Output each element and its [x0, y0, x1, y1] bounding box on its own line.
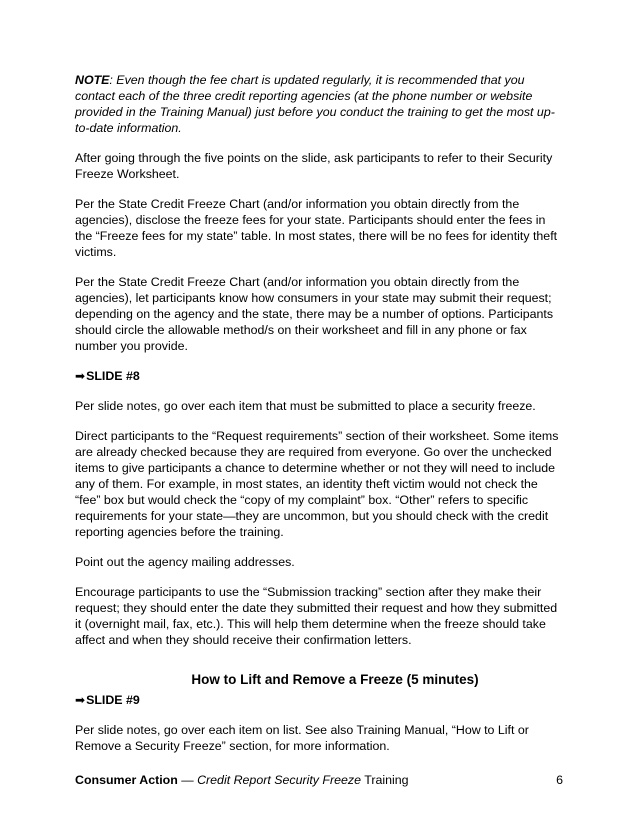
arrow-right-icon: ➡	[75, 369, 86, 383]
paragraph-submit-methods: Per the State Credit Freeze Chart (and/or information you obtain directly from the agencies), let participants know how consumers in your state may submit their request; depending on the agency and the state, there may be a number of options. Participants should circle the allowable method/s on their worksheet and fill in any phone or fax number you provide.	[75, 275, 554, 353]
paragraph-slide-notes: Per slide notes, go over each item that must be submitted to place a security freeze.	[75, 399, 536, 413]
paragraph-worksheet-intro: After going through the five points on the slide, ask participants to refer to their Security Freeze Worksheet.	[75, 151, 553, 181]
arrow-right-icon: ➡	[75, 693, 86, 707]
note-text: : Even though the fee chart is updated regularly, it is recommended that you contact each of the three credit reporting agencies (at the phone number or website provided in the Training Manual) just before you conduct the training to get the most up-to-date information.	[75, 73, 555, 135]
footer-suffix: Training	[361, 773, 409, 787]
slide-8-label: SLIDE #8	[86, 369, 140, 383]
page-number: 6	[556, 773, 563, 787]
slide-9-label: SLIDE #9	[86, 693, 140, 707]
paragraph-freeze-fees: Per the State Credit Freeze Chart (and/or information you obtain directly from the agencies), disclose the freeze fees for your state. Participants should enter the fees in the “Freeze fees for my state” table. In most states, there will be no fees for identity theft victims.	[75, 197, 558, 259]
footer-organization: Consumer Action	[75, 773, 178, 787]
page-body	[75, 72, 565, 768]
footer-title: Credit Report Security Freeze	[197, 773, 361, 787]
paragraph-request-requirements: Direct participants to the “Request requirements” section of their worksheet. Some items are already checked because they are required from everyone. Go over the unchecked items to give participants a chance to determine whether or not they will need to include any of them. For example, in most states, an identity theft victim would not check the “fee” box but would check the “copy of my complaint” box. “Other” refers to specific requirements for your state—they are uncommon, but you should check with the credit reporting agencies before the training.	[75, 429, 559, 539]
paragraph-lift-remove: Per slide notes, go over each item on list. See also Training Manual, “How to Lift or Remove a Security Freeze” section, for more information.	[75, 723, 529, 753]
section-heading: How to Lift and Remove a Freeze (5 minutes)	[191, 672, 479, 687]
page-footer	[75, 772, 563, 788]
paragraph-mailing-addresses: Point out the agency mailing addresses.	[75, 555, 295, 569]
note-paragraph	[75, 72, 565, 136]
footer-dash: —	[177, 773, 198, 787]
slide-8-marker	[75, 368, 565, 384]
paragraph-submission-tracking: Encourage participants to use the “Submission tracking” section after they make their request; they should enter the date they submitted their request and how they submitted it (overnight mail, fax, etc.). This will help them determine when the freeze should take affect and when they should receive their confirmation letters.	[75, 585, 558, 647]
slide-9-marker	[75, 692, 565, 708]
note-label: NOTE	[75, 73, 110, 87]
